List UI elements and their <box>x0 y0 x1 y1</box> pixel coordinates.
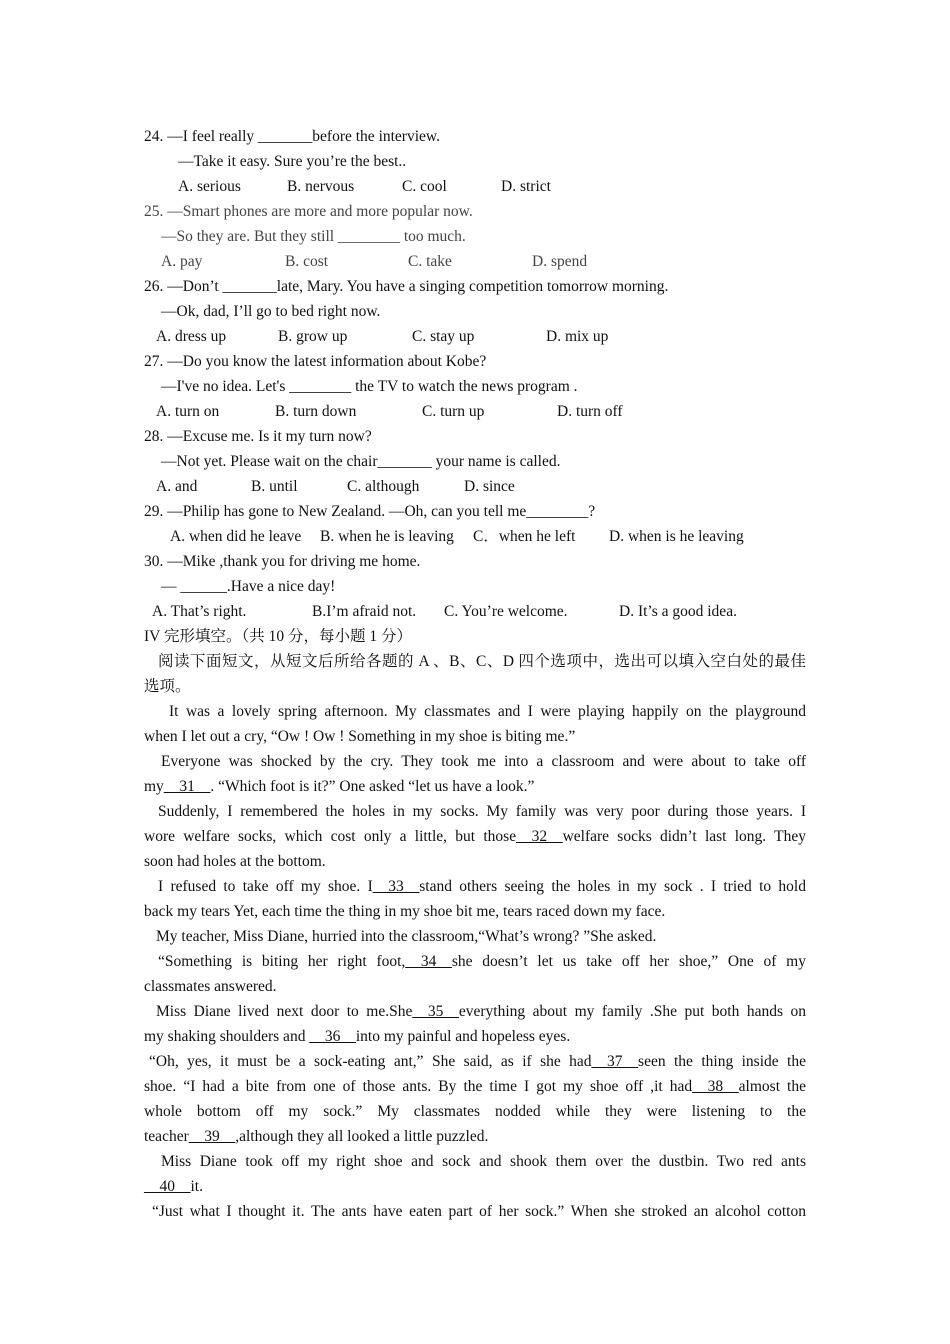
q30-option-a: A. That’s right. <box>152 603 247 620</box>
q25-reply: —So they are. But they still ________ too much. <box>161 228 466 245</box>
blank-38: __38__ <box>692 1078 739 1095</box>
passage-line: It was a lovely spring afternoon. My classmates and I were playing happily on the playground <box>169 703 806 720</box>
q29-option-d: D. when is he leaving <box>609 528 744 545</box>
q26-options <box>144 324 806 349</box>
section-title: IV 完形填空。（共 10 分，每小题 1 分） <box>144 628 412 645</box>
q28-option-d: D. since <box>464 478 515 495</box>
q24-option-a: A. serious <box>178 178 241 195</box>
blank-33: __33__ <box>372 878 420 895</box>
q26-reply: —Ok, dad, I’ll go to bed right now. <box>161 303 381 320</box>
passage-line: my shaking shoulders and __36__into my painful and hopeless eyes. <box>144 1028 571 1045</box>
q24-option-b: B. nervous <box>287 178 355 195</box>
passage-line: “Oh, yes, it must be a sock-eating ant,” She said, as if she had__37__seen the thing inside the <box>149 1053 806 1070</box>
q28-option-a: A. and <box>156 478 198 495</box>
q28-reply: —Not yet. Please wait on the chair_______ your name is called. <box>161 453 561 470</box>
q25-stem: 25. —Smart phones are more and more popular now. <box>144 203 473 220</box>
blank-40: __40__ <box>144 1178 191 1195</box>
q30-option-c: C. You’re welcome. <box>444 603 568 620</box>
q29-stem: 29. —Philip has gone to New Zealand. —Oh, can you tell me________? <box>144 503 596 520</box>
section-instruction: 阅读下面短文，从短文后所给各题的 A 、B、C、D 四个选项中，选出可以填入空白处的最佳 <box>158 653 806 670</box>
q26-option-c: C. stay up <box>412 328 475 345</box>
q26-option-a: A. dress up <box>156 328 227 345</box>
exam-page <box>144 124 806 1224</box>
passage-line: Everyone was shocked by the cry. They took me into a classroom and were about to take off <box>161 753 806 770</box>
q27-option-c: C. turn up <box>422 403 485 420</box>
blank-32: __32__ <box>516 828 563 845</box>
q29-options <box>144 524 806 549</box>
q30-option-b: B.I’m afraid not. <box>312 603 417 620</box>
q24-stem: 24. —I feel really _______before the interview. <box>144 128 440 145</box>
passage-line: __40__it. <box>144 1178 203 1195</box>
q26-option-b: B. grow up <box>278 328 348 345</box>
q26-stem: 26. —Don’t _______late, Mary. You have a singing competition tomorrow morning. <box>144 278 669 295</box>
q29-option-c: C．when he left <box>473 528 576 545</box>
q29-option-b: B. when he is leaving <box>320 528 454 545</box>
passage-line: teacher__39__,although they all looked a little puzzled. <box>144 1128 489 1145</box>
passage-line: my__31__. “Which foot is it?” One asked “let us have a look.” <box>144 778 535 795</box>
q27-stem: 27. —Do you know the latest information about Kobe? <box>144 353 487 370</box>
q24-option-d: D. strict <box>501 178 551 195</box>
passage-line: shoe. “I had a bite from one of those ants. By the time I got my shoe off ,it had__38__almost the <box>144 1078 806 1095</box>
q25-option-b: B. cost <box>285 253 329 270</box>
q24-reply: —Take it easy. Sure you’re the best.. <box>178 153 407 170</box>
q28-stem: 28. —Excuse me. Is it my turn now? <box>144 428 372 445</box>
q30-option-d: D. It’s a good idea. <box>619 603 737 620</box>
q27-options <box>144 399 806 424</box>
q25-option-c: C. take <box>408 253 452 270</box>
q28-options <box>144 474 806 499</box>
passage-line: My teacher, Miss Diane, hurried into the classroom,“What’s wrong? ”She asked. <box>156 928 657 945</box>
passage-line: when I let out a cry, “Ow ! Ow ! Something in my shoe is biting me.” <box>144 728 576 745</box>
passage-line: back my tears Yet, each time the thing in my shoe bit me, tears raced down my face. <box>144 903 666 920</box>
passage-line: soon had holes at the bottom. <box>144 853 326 870</box>
passage-line: “Just what I thought it. The ants have eaten part of her sock.” When she stroked an alcohol cotton <box>152 1203 806 1220</box>
blank-35: __35__ <box>412 1003 459 1020</box>
blank-34: __34__ <box>405 953 452 970</box>
q25-option-d: D. spend <box>532 253 588 270</box>
blank-31: __31__ <box>163 778 211 795</box>
passage-line: whole bottom off my sock.” My classmates nodded while they were listening to the <box>144 1103 806 1120</box>
q30-reply: — ______.Have a nice day! <box>161 578 336 595</box>
passage-line: classmates answered. <box>144 978 277 995</box>
q30-stem: 30. —Mike ,thank you for driving me home. <box>144 553 421 570</box>
q28-option-c: C. although <box>347 478 420 495</box>
q27-reply: —I've no idea. Let's ________ the TV to watch the news program . <box>161 378 578 395</box>
q25-options <box>144 249 806 274</box>
q24-options <box>144 174 806 199</box>
q30-options <box>144 599 806 624</box>
passage-line: Suddenly, I remembered the holes in my socks. My family was very poor during those years. I <box>158 803 806 820</box>
passage-line: I refused to take off my shoe. I__33__stand others seeing the holes in my sock . I tried to hold <box>158 878 806 895</box>
passage-line: Miss Diane lived next door to me.She__35__everything about my family .She put both hands on <box>156 1003 807 1020</box>
q29-option-a: A. when did he leave <box>170 528 302 545</box>
blank-36: __36__ <box>309 1028 356 1045</box>
q24-option-c: C. cool <box>402 178 447 195</box>
q27-option-d: D. turn off <box>557 403 623 420</box>
q26-option-d: D. mix up <box>546 328 609 345</box>
passage-line: “Something is biting her right foot,__34__she doesn’t let us take off her shoe,” One of my <box>158 953 806 970</box>
q25-option-a: A. pay <box>161 253 203 270</box>
q27-option-a: A. turn on <box>156 403 220 420</box>
blank-37: __37__ <box>591 1053 639 1070</box>
section-instruction-cont: 选项。 <box>144 678 191 695</box>
q28-option-b: B. until <box>251 478 298 495</box>
passage-line: wore welfare socks, which cost only a little, but those__32__welfare socks didn’t last long. They <box>144 828 806 845</box>
passage-line: Miss Diane took off my right shoe and sock and shook them over the dustbin. Two red ants <box>161 1153 806 1170</box>
blank-39: __39__ <box>188 1128 236 1145</box>
q27-option-b: B. turn down <box>275 403 357 420</box>
